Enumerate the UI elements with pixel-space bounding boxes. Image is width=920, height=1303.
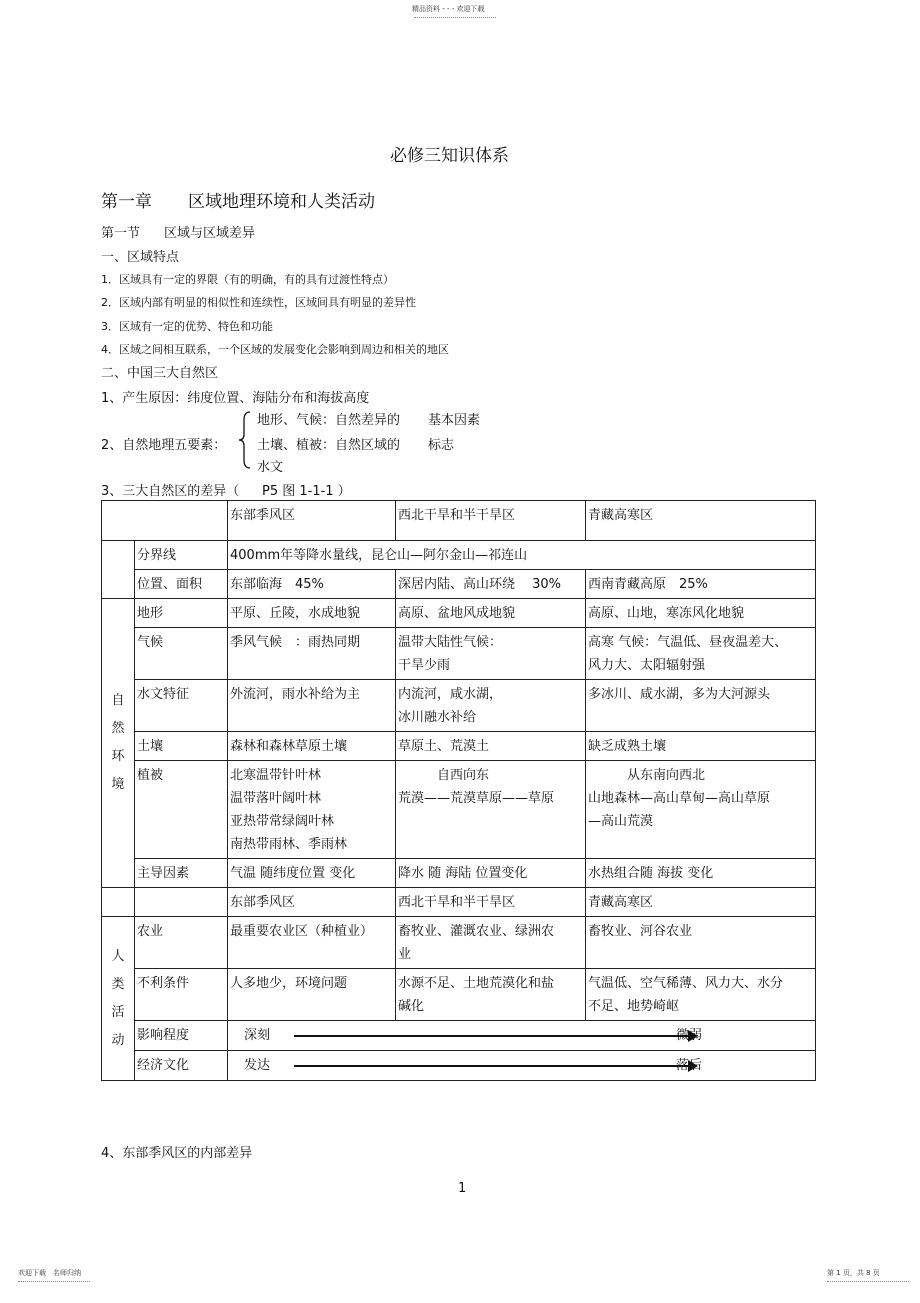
table-cell bbox=[102, 501, 228, 541]
page-title: 必修三知识体系 bbox=[390, 146, 509, 166]
table-row bbox=[102, 1051, 816, 1081]
table-row bbox=[102, 541, 816, 570]
header-dotted-line bbox=[414, 17, 496, 18]
table-cell bbox=[586, 917, 816, 969]
cell-line: 自西向东 bbox=[398, 768, 490, 783]
row-label bbox=[135, 732, 228, 761]
page-number: 1 bbox=[458, 1181, 467, 1196]
table-row bbox=[102, 917, 816, 969]
human-group-label bbox=[102, 917, 135, 1081]
table-cell bbox=[396, 732, 586, 761]
table-cell bbox=[102, 541, 135, 599]
cell-line: 植被 bbox=[137, 768, 164, 783]
cell-line: 冰川融水补给 bbox=[398, 710, 477, 725]
table-row bbox=[102, 1021, 816, 1051]
table-cell bbox=[586, 599, 816, 628]
table-cell bbox=[586, 859, 816, 888]
five-line-b: 标志 bbox=[428, 438, 455, 453]
row-label bbox=[135, 761, 228, 859]
cell-line: 地形 bbox=[137, 606, 164, 621]
table-cell bbox=[228, 732, 396, 761]
cell-line: 气温低、空气稀薄、风力大、水分 bbox=[588, 976, 784, 991]
arrow-end-label: 微弱 bbox=[676, 1028, 703, 1043]
table-row bbox=[102, 969, 816, 1021]
table-cell bbox=[396, 859, 586, 888]
table-cell bbox=[228, 859, 396, 888]
footer-left: 欢迎下载 名师归纳 bbox=[18, 1269, 81, 1277]
boundary-value: 400mm年等降水量线，昆仑山—阿尔金山—祁连山 bbox=[228, 541, 816, 570]
table-cell bbox=[586, 680, 816, 732]
section-name: 区域与区域差异 bbox=[164, 226, 256, 241]
cell-line: 畜牧业、灌溉农业、绿洲农 bbox=[398, 924, 555, 939]
region-header: 东部季风区 bbox=[228, 501, 396, 541]
cell-line: 内流河，咸水湖， bbox=[398, 687, 503, 702]
cell-line: 最重要农业区（种植业） bbox=[230, 924, 374, 939]
table-row bbox=[102, 680, 816, 732]
chapter-name: 区域地理环境和人类活动 bbox=[188, 192, 375, 212]
footer-dotted-line bbox=[18, 1281, 90, 1282]
cell-line: 主导因素 bbox=[137, 866, 190, 881]
cell-line: 土壤 bbox=[137, 739, 164, 754]
region-header: 青藏高寒区 bbox=[586, 501, 816, 541]
cell-line: 不利条件 bbox=[137, 976, 190, 991]
row-label bbox=[135, 1051, 228, 1081]
arrow-start-label: 发达 bbox=[244, 1058, 271, 1073]
table-cell bbox=[228, 680, 396, 732]
region-header: 东部季风区 bbox=[228, 888, 396, 917]
arrow-end-label: 落后 bbox=[676, 1058, 703, 1073]
differences-label: 3、三大自然区的差异（ bbox=[101, 484, 240, 499]
chapter-number: 第一章 bbox=[101, 192, 152, 212]
row-label bbox=[135, 859, 228, 888]
table-cell bbox=[586, 732, 816, 761]
cell-line: 从东南向西北 bbox=[588, 768, 706, 783]
cell-line: 经济文化 bbox=[137, 1058, 190, 1073]
cell-line: 人多地少，环境问题 bbox=[230, 976, 348, 991]
cell-line: 外流河，雨水补给为主 bbox=[230, 687, 361, 702]
natural-group-label-char: 境 bbox=[111, 777, 125, 792]
table-cell bbox=[228, 917, 396, 969]
cell-line: 平原、丘陵，水成地貌 bbox=[230, 606, 361, 621]
cell-line: 森林和森林草原土壤 bbox=[230, 739, 348, 754]
part1-item: 1．区域具有一定的界限（有的明确，有的具有过渡性特点） bbox=[101, 273, 394, 286]
part1-heading: 一、区域特点 bbox=[101, 250, 180, 265]
table-row bbox=[102, 628, 816, 680]
part1-item: 4．区域之间相互联系，一个区域的发展变化会影响到周边和相关的地区 bbox=[101, 343, 449, 356]
row-label bbox=[135, 1021, 228, 1051]
arrow-cell bbox=[228, 1021, 816, 1051]
table-row bbox=[102, 761, 816, 859]
five-line-a: 水文 bbox=[257, 460, 284, 475]
region-header: 青藏高寒区 bbox=[586, 888, 816, 917]
cell-line: 气温 随纬度位置 变化 bbox=[230, 866, 356, 881]
arrow-line bbox=[294, 1065, 690, 1067]
part4-heading: 4、东部季风区的内部差异 bbox=[101, 1146, 253, 1161]
row-label: 分界线 bbox=[135, 541, 228, 570]
part2-cause: 1、产生原因：纬度位置、海陆分布和海拔高度 bbox=[101, 391, 370, 406]
five-line-b: 基本因素 bbox=[428, 413, 481, 428]
table-cell: 西南青藏高原 25% bbox=[586, 570, 816, 599]
cell-line: 高原、山地，寒冻风化地貌 bbox=[588, 606, 745, 621]
cell-line: 缺乏成熟土壤 bbox=[588, 739, 667, 754]
cell-line: 影响程度 bbox=[137, 1028, 190, 1043]
table-cell bbox=[586, 628, 816, 680]
cell-line: 高原、盆地风成地貌 bbox=[398, 606, 516, 621]
region-header: 西北干旱和半干旱区 bbox=[396, 888, 586, 917]
table-cell bbox=[228, 628, 396, 680]
table-cell bbox=[228, 761, 396, 859]
brace-icon bbox=[238, 410, 252, 470]
table-cell bbox=[228, 969, 396, 1021]
row-label bbox=[135, 969, 228, 1021]
natural-group-label-char: 自 bbox=[111, 693, 125, 708]
differences-ref: P5 图 1-1-1 ） bbox=[262, 484, 351, 499]
header-text: 精品资料 - - - 欢迎下载 bbox=[412, 5, 485, 13]
row-label bbox=[135, 917, 228, 969]
cell-line: 南热带雨林、季雨林 bbox=[230, 837, 348, 852]
cell-line: 山地森林—高山草甸—高山草原 bbox=[588, 791, 771, 806]
table-cell bbox=[396, 680, 586, 732]
five-line-a: 土壤、植被：自然区域的 bbox=[257, 438, 401, 453]
footer-right: 第 1 页，共 8 页 bbox=[827, 1269, 880, 1277]
table-row bbox=[102, 501, 816, 541]
row-label bbox=[135, 599, 228, 628]
cell-line: 业 bbox=[398, 947, 412, 962]
arrow-cell bbox=[228, 1051, 816, 1081]
table-cell bbox=[396, 917, 586, 969]
region-header: 西北干旱和半干旱区 bbox=[396, 501, 586, 541]
natural-group-label-char: 然 bbox=[111, 721, 125, 736]
table-cell bbox=[396, 628, 586, 680]
table-cell bbox=[586, 761, 816, 859]
cell-line: 降水 随 海陆 位置变化 bbox=[398, 866, 528, 881]
cell-line: 荒漠——荒漠草原——草原 bbox=[398, 791, 555, 806]
row-label: 位置、面积 bbox=[135, 570, 228, 599]
cell-line: 不足、地势崎岖 bbox=[588, 999, 680, 1014]
human-group-label-char: 活 bbox=[111, 1004, 125, 1020]
cell-line: 水源不足、土地荒漠化和盐 bbox=[398, 976, 555, 991]
table-row bbox=[102, 859, 816, 888]
cell-line: 温带大陆性气候： bbox=[398, 635, 503, 650]
five-line-a: 地形、气候：自然差异的 bbox=[257, 413, 401, 428]
cell-line: 季风气候 ：雨热同期 bbox=[230, 635, 361, 650]
table-cell bbox=[135, 888, 228, 917]
table-cell bbox=[396, 599, 586, 628]
human-group-label-char: 类 bbox=[111, 976, 125, 992]
human-group-label-char: 人 bbox=[111, 948, 125, 964]
cell-line: —高山荒漠 bbox=[588, 814, 654, 829]
table-row bbox=[102, 570, 816, 599]
table-cell bbox=[228, 599, 396, 628]
part1-item: 3．区域有一定的优势、特色和功能 bbox=[101, 320, 273, 333]
natural-group-label bbox=[102, 599, 135, 888]
arrow-start-label: 深刻 bbox=[244, 1028, 271, 1043]
table-cell bbox=[102, 888, 135, 917]
cell-line: 农业 bbox=[137, 924, 164, 939]
table-row bbox=[102, 888, 816, 917]
arrow-line bbox=[294, 1035, 690, 1037]
table-cell: 东部临海 45% bbox=[228, 570, 396, 599]
table-row bbox=[102, 732, 816, 761]
part2-heading: 二、中国三大自然区 bbox=[101, 366, 219, 381]
cell-line: 气候 bbox=[137, 635, 164, 650]
cell-line: 草原土、荒漠土 bbox=[398, 739, 490, 754]
five-elements-label: 2、自然地理五要素： bbox=[101, 438, 227, 453]
table-cell bbox=[586, 969, 816, 1021]
table-row bbox=[102, 599, 816, 628]
part1-item: 2．区域内部有明显的相似性和连续性，区域间具有明显的差异性 bbox=[101, 296, 416, 309]
cell-line: 多冰川、咸水湖，多为大河源头 bbox=[588, 687, 771, 702]
cell-line: 北寒温带针叶林 bbox=[230, 768, 322, 783]
footer-dotted-line bbox=[827, 1281, 909, 1282]
row-label bbox=[135, 628, 228, 680]
table-cell bbox=[396, 969, 586, 1021]
cell-line: 温带落叶阔叶林 bbox=[230, 791, 322, 806]
cell-line: 高寒 气候：气温低、昼夜温差大、 bbox=[588, 635, 788, 650]
cell-line: 水文特征 bbox=[137, 687, 190, 702]
cell-line: 亚热带常绿阔叶林 bbox=[230, 814, 335, 829]
cell-line: 干旱少雨 bbox=[398, 658, 451, 673]
cell-line: 水热组合随 海拔 变化 bbox=[588, 866, 714, 881]
natural-group-label-char: 环 bbox=[111, 749, 125, 764]
row-label bbox=[135, 680, 228, 732]
human-group-label-char: 动 bbox=[111, 1032, 125, 1048]
cell-line: 畜牧业、河谷农业 bbox=[588, 924, 693, 939]
cell-line: 碱化 bbox=[398, 999, 425, 1014]
table-cell bbox=[396, 761, 586, 859]
regions-table bbox=[101, 500, 816, 1081]
section-number: 第一节 bbox=[101, 226, 141, 241]
table-cell: 深居内陆、高山环绕 30% bbox=[396, 570, 586, 599]
cell-line: 风力大、太阳辐射强 bbox=[588, 658, 706, 673]
